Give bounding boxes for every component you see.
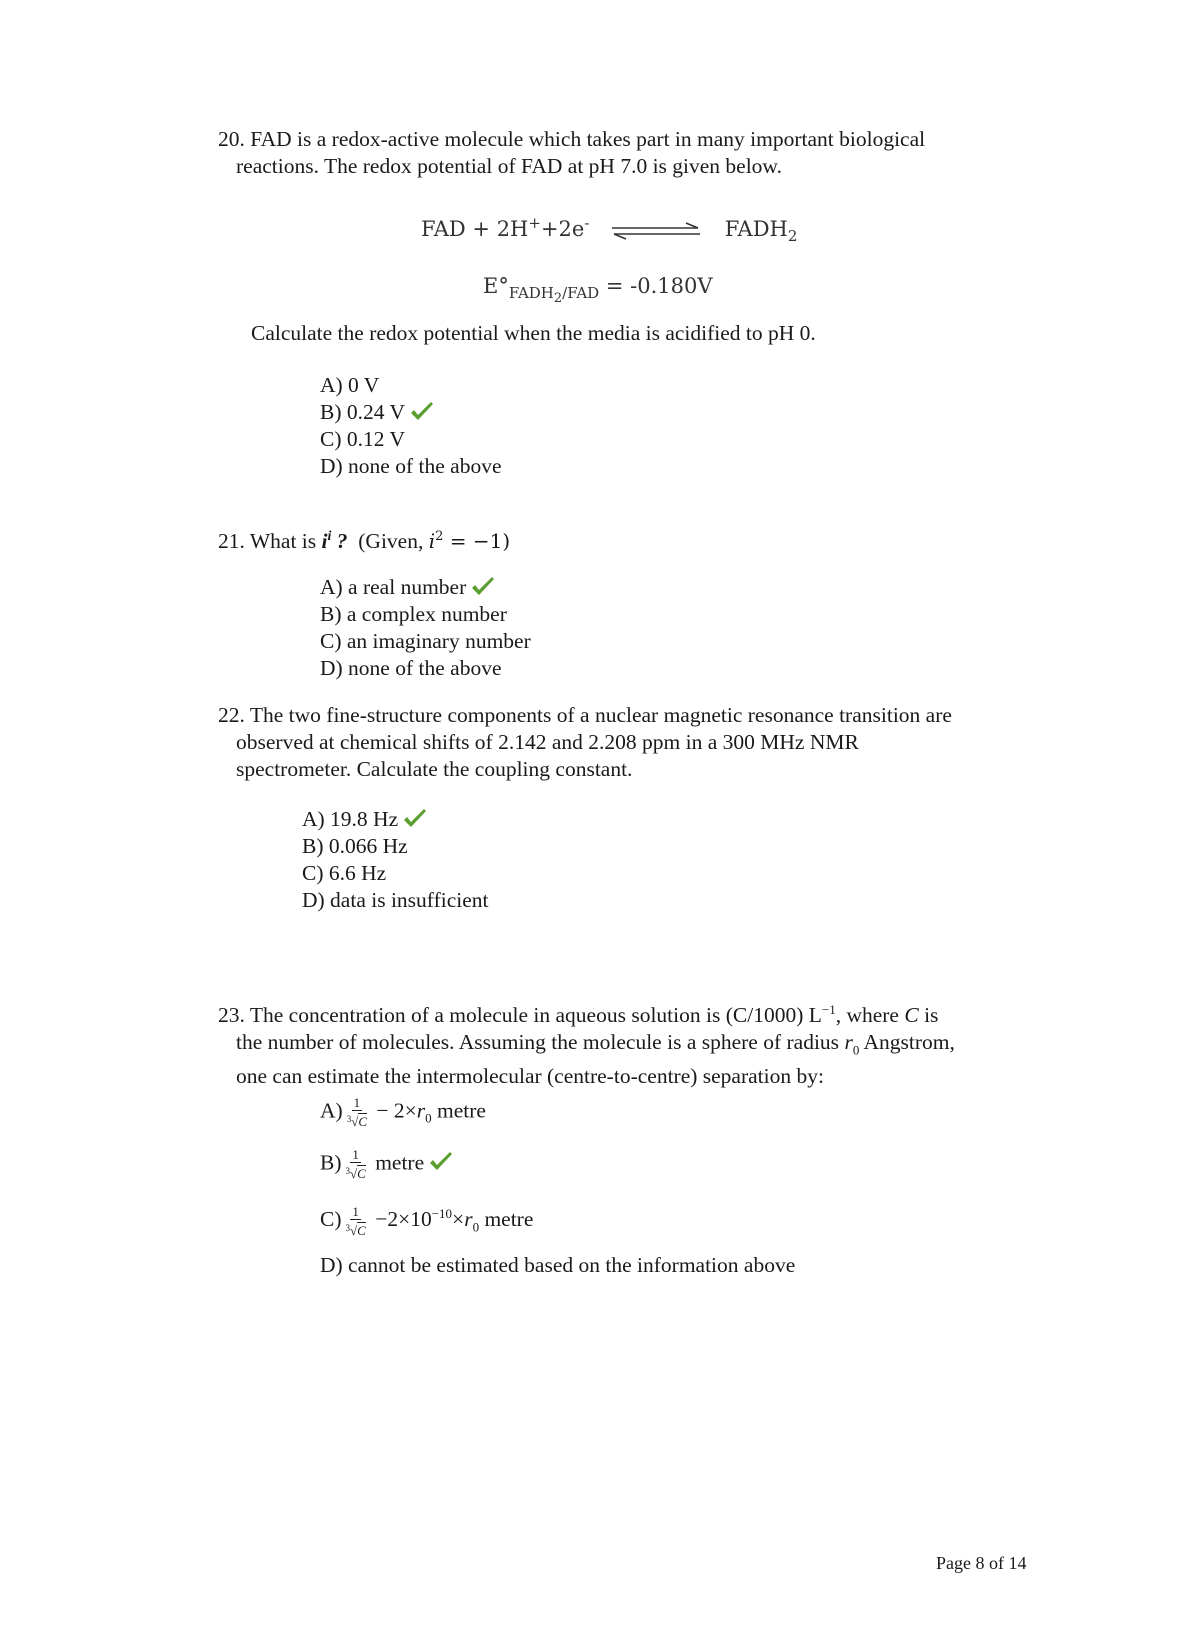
q21-option-a xyxy=(320,574,531,601)
page-number: Page 8 of 14 xyxy=(936,1553,1027,1573)
frac-root-index: 3 xyxy=(345,1166,350,1176)
h-charge: + xyxy=(528,214,541,232)
q20-question-text: Calculate the redox potential when the media is acidified to pH 0. xyxy=(251,321,816,345)
q23-option-b-label: B) xyxy=(320,1150,342,1175)
q23-line1b: , where xyxy=(835,1003,905,1028)
product-sub: 2 xyxy=(787,227,798,246)
question-21 xyxy=(218,523,1038,555)
q23-line1 xyxy=(218,1003,938,1027)
q20-option-a: A) 0 V xyxy=(320,373,380,397)
q20-question xyxy=(251,320,1071,347)
q23-line1-exp: −1 xyxy=(821,1002,836,1017)
q21-given-i: i xyxy=(428,529,436,554)
q22-line3: spectrometer. Calculate the coupling constant. xyxy=(236,757,633,781)
q22-option-a xyxy=(302,806,489,833)
q21-i-exp: i xyxy=(327,529,332,544)
q21-options xyxy=(320,574,531,682)
checkmark-icon xyxy=(409,401,435,423)
q23-option-a-rest: − 2× xyxy=(371,1098,417,1123)
checkmark-icon xyxy=(428,1151,454,1173)
cube-root-fraction: $\frac{1}{^3√C}$ xyxy=(346,1095,367,1129)
q20-option-b-text: B) 0.24 V xyxy=(320,400,406,424)
question-20 xyxy=(218,126,1038,180)
q22-option-d: D) data is insufficient xyxy=(302,888,489,912)
q23-option-c-times: × xyxy=(452,1207,465,1232)
q21-option-c: C) an imaginary number xyxy=(320,629,531,653)
q20-line1: 20. FAD is a redox-active molecule which takes part in many important biological xyxy=(218,127,926,151)
checkmark-icon xyxy=(402,808,428,830)
q23-option-d: D) cannot be estimated based on the information above xyxy=(320,1253,796,1277)
question-22 xyxy=(218,702,1038,783)
q20-option-c: C) 0.12 V xyxy=(320,427,406,451)
q22-option-a-text: A) 19.8 Hz xyxy=(302,807,399,831)
q23-line3: one can estimate the intermolecular (centre-to-centre) separation by: xyxy=(236,1064,824,1089)
q20-reaction xyxy=(421,214,797,245)
q23-option-a-label: A) xyxy=(320,1098,343,1123)
q21-given-exp: 2 xyxy=(435,529,444,544)
q23-option-a-r: r xyxy=(416,1098,426,1123)
q20-option-d: D) none of the above xyxy=(320,454,502,478)
e-charge: - xyxy=(584,214,590,232)
q23-option-c xyxy=(320,1200,795,1252)
q21-option-b: B) a complex number xyxy=(320,602,507,626)
q21-i-base: i xyxy=(321,529,328,554)
potential-symbol: E° xyxy=(483,274,509,298)
q23-option-a-metre: metre xyxy=(431,1098,486,1123)
q23-line1-c: C xyxy=(904,1003,919,1028)
q20-standard-potential xyxy=(483,274,713,306)
potential-sub-2: 2 xyxy=(553,291,563,307)
frac-root-index: 3 xyxy=(345,1222,350,1233)
cube-root-fraction: $\frac{1}{^3√C}$ xyxy=(345,1203,366,1238)
q20-line2: reactions. The redox potential of FAD at pH 7.0 is given below. xyxy=(236,154,782,178)
reaction-electron: +2e xyxy=(540,217,585,241)
checkmark-icon xyxy=(470,576,496,598)
q23-option-c-exp: −10 xyxy=(431,1206,453,1221)
q23-option-c-r-sub: 0 xyxy=(472,1219,480,1235)
q22-options xyxy=(302,806,489,914)
q23-option-c-rest: −2×10 xyxy=(369,1207,432,1232)
q23-option-c-r: r xyxy=(464,1207,473,1232)
q21-option-d: D) none of the above xyxy=(320,656,502,680)
q23-options xyxy=(320,1096,795,1279)
equilibrium-arrow-icon xyxy=(608,222,704,240)
q23-line2 xyxy=(218,1029,1038,1063)
q22-option-b: B) 0.066 Hz xyxy=(302,834,408,858)
frac-num: 1 xyxy=(352,1203,359,1219)
q23-option-c-label: C) xyxy=(320,1207,342,1232)
frac-num: 1 xyxy=(352,1147,359,1162)
q23-option-a-r-sub: 0 xyxy=(425,1110,432,1126)
q23-line2a: the number of molecules. Assuming the molecule is a sphere of radius xyxy=(236,1030,845,1055)
frac-den: C xyxy=(358,1114,367,1129)
q22-line2: observed at chemical shifts of 2.142 and 2.208 ppm in a 300 MHz NMR xyxy=(236,730,859,754)
frac-num: 1 xyxy=(353,1095,361,1110)
q23-line1c: is xyxy=(918,1003,939,1028)
q21-qmark: ? xyxy=(331,529,348,554)
q23-line2-sub: 0 xyxy=(852,1042,860,1058)
q23-line2-r: r xyxy=(844,1030,853,1055)
q21-option-a-text: A) a real number xyxy=(320,575,467,599)
q20-options xyxy=(320,372,502,480)
q23-line1a: 23. The concentration of a molecule in aqueous solution is (C/1000) L xyxy=(218,1003,822,1028)
q23-option-c-metre: metre xyxy=(479,1207,534,1232)
q23-line2b: Angstrom, xyxy=(859,1030,955,1055)
q23-option-b-rest: metre xyxy=(369,1150,425,1175)
frac-root-index: 3 xyxy=(346,1114,352,1124)
q21-given-open: (Given, xyxy=(358,529,429,554)
q20-option-b xyxy=(320,399,502,426)
potential-value: = -0.180V xyxy=(599,274,713,298)
q23-option-b xyxy=(320,1148,795,1200)
potential-sub-b: /FAD xyxy=(562,284,600,303)
cube-root-fraction: $\frac{1}{^3√C}$ xyxy=(345,1147,366,1181)
reaction-left: FAD + 2H xyxy=(421,217,529,241)
q21-given-rest: = −1) xyxy=(443,529,511,554)
reaction-product: FADH xyxy=(724,217,788,241)
frac-den: C xyxy=(357,1222,366,1238)
potential-sub-a: FADH xyxy=(508,284,554,303)
question-23 xyxy=(218,996,1038,1090)
frac-den: C xyxy=(357,1166,366,1181)
q21-prefix: 21. What is xyxy=(218,529,322,554)
q22-line1: 22. The two fine-structure components of a nuclear magnetic resonance transition are xyxy=(218,703,952,727)
q23-option-a xyxy=(320,1096,795,1148)
q22-option-c: C) 6.6 Hz xyxy=(302,861,387,885)
